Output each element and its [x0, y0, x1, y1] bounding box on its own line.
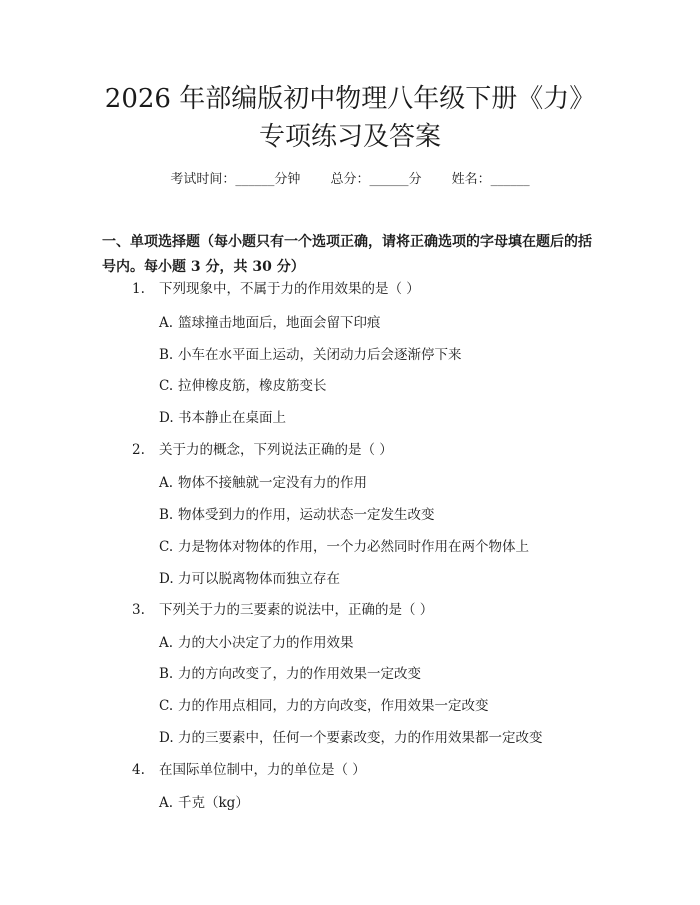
question-1-option-b — [159, 345, 462, 365]
question-3-option-c — [159, 696, 489, 716]
question-1 — [132, 279, 420, 299]
option-letter: A. — [159, 795, 174, 811]
question-1-option-c — [159, 376, 327, 396]
question-4-option-a — [159, 793, 249, 813]
question-2 — [132, 440, 393, 460]
student-name-field: 姓名：______ — [451, 172, 530, 187]
exam-time-field: 考试时间：______分钟 — [170, 172, 301, 187]
total-score-field: 总分：______分 — [330, 172, 422, 187]
option-text: 物体不接触就一定没有力的作用 — [178, 475, 367, 491]
option-letter: B. — [159, 666, 174, 682]
option-text: 千克（kg） — [178, 795, 249, 811]
question-2-option-d — [159, 569, 340, 589]
question-number: 3. — [132, 602, 145, 618]
option-letter: B. — [159, 507, 174, 523]
option-letter: D. — [159, 410, 174, 426]
question-3-option-a — [159, 633, 354, 653]
option-letter: A. — [159, 635, 174, 651]
question-3-option-d — [159, 728, 543, 748]
question-4 — [132, 760, 366, 780]
exam-meta-line — [0, 168, 700, 187]
question-1-option-a — [159, 313, 381, 333]
option-text: 力可以脱离物体而独立存在 — [178, 571, 340, 587]
option-text: 篮球撞击地面后，地面会留下印痕 — [178, 315, 381, 331]
question-2-option-b — [159, 505, 435, 525]
option-text: 小车在水平面上运动，关闭动力后会逐渐停下来 — [178, 347, 462, 363]
option-text: 拉伸橡皮筋，橡皮筋变长 — [178, 378, 327, 394]
question-text: 下列现象中，不属于力的作用效果的是（ ） — [159, 281, 420, 297]
option-letter: D. — [159, 571, 174, 587]
option-text: 力的三要素中，任何一个要素改变，力的作用效果都一定改变 — [178, 730, 543, 746]
question-3 — [132, 600, 433, 620]
question-2-option-c — [159, 537, 529, 557]
option-text: 力是物体对物体的作用，一个力必然同时作用在两个物体上 — [178, 539, 529, 555]
question-text: 关于力的概念，下列说法正确的是（ ） — [159, 442, 393, 458]
option-text: 力的大小决定了力的作用效果 — [178, 635, 354, 651]
question-number: 4. — [132, 762, 145, 778]
section-heading-single-choice: 一、单项选择题（每小题只有一个选项正确，请将正确选项的字母填在题后的括号内。每小题 3 分，共 30 分） — [102, 234, 592, 275]
option-letter: D. — [159, 730, 174, 746]
option-text: 力的作用点相同，力的方向改变，作用效果一定改变 — [178, 698, 489, 714]
question-number: 2. — [132, 442, 145, 458]
question-number: 1. — [132, 281, 145, 297]
option-text: 物体受到力的作用，运动状态一定发生改变 — [178, 507, 435, 523]
document-title: 2026 年部编版初中物理八年级下册《力》专项练习及答案 — [104, 84, 596, 152]
question-1-option-d — [159, 408, 286, 428]
option-letter: A. — [159, 475, 174, 491]
option-letter: C. — [159, 539, 174, 555]
question-text: 在国际单位制中，力的单位是（ ） — [159, 762, 366, 778]
question-2-option-a — [159, 473, 367, 493]
option-letter: C. — [159, 698, 174, 714]
option-letter: A. — [159, 315, 174, 331]
option-text: 书本静止在桌面上 — [178, 410, 286, 426]
question-text: 下列关于力的三要素的说法中，正确的是（ ） — [159, 602, 434, 618]
option-letter: C. — [159, 378, 174, 394]
option-text: 力的方向改变了，力的作用效果一定改变 — [178, 666, 421, 682]
question-3-option-b — [159, 664, 421, 684]
option-letter: B. — [159, 347, 174, 363]
